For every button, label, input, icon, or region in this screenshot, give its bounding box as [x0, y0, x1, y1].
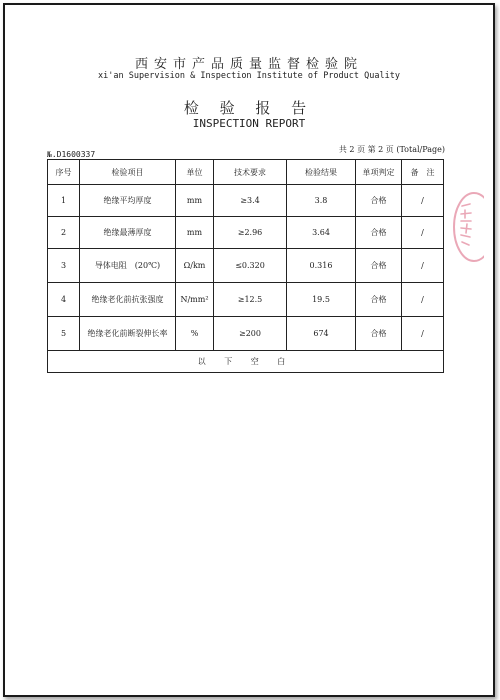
col-header-requirement: 技术要求	[214, 160, 287, 185]
report-number: №.D1600337	[47, 150, 96, 159]
cell-no: 4	[48, 283, 80, 317]
table-row	[48, 185, 444, 217]
cell-result: 19.5	[287, 283, 356, 317]
org-name-en: xi'an Supervision & Inspection Institute of Product Quality	[98, 71, 400, 81]
cell-verdict: 合格	[356, 317, 402, 351]
cell-requirement: ≥12.5	[214, 283, 287, 317]
cell-verdict: 合格	[356, 185, 402, 217]
table-row	[48, 317, 444, 351]
cell-item: 绝缘老化前抗张强度	[80, 283, 176, 317]
report-page	[3, 3, 495, 697]
cell-requirement: ≤0.320	[214, 249, 287, 283]
table-header-row	[48, 160, 444, 185]
report-title-en: INSPECTION REPORT	[192, 117, 306, 130]
cell-unit: N/mm²	[176, 283, 214, 317]
cell-remark: /	[402, 185, 444, 217]
cell-item: 导体电阻 (20℃)	[80, 249, 176, 283]
cell-result: 674	[287, 317, 356, 351]
report-title-cn: 检 验 报 告	[183, 99, 315, 117]
cell-unit: mm	[176, 185, 214, 217]
cell-unit: mm	[176, 217, 214, 249]
cell-unit: Ω/km	[176, 249, 214, 283]
col-header-result: 检验结果	[287, 160, 356, 185]
col-header-verdict: 单项判定	[356, 160, 402, 185]
col-header-no: 序号	[48, 160, 80, 185]
table-row	[48, 283, 444, 317]
cell-no: 5	[48, 317, 80, 351]
cell-remark: /	[402, 283, 444, 317]
cell-no: 2	[48, 217, 80, 249]
cell-item: 绝缘老化前断裂伸长率	[80, 317, 176, 351]
org-name-cn: 西安市产品质量监督检验院	[134, 57, 363, 72]
cell-requirement: ≥2.96	[214, 217, 287, 249]
cell-no: 3	[48, 249, 80, 283]
cell-item: 绝缘平均厚度	[80, 185, 176, 217]
col-header-remark: 备 注	[402, 160, 444, 185]
cell-remark: /	[402, 317, 444, 351]
cell-result: 3.64	[287, 217, 356, 249]
cell-verdict: 合格	[356, 283, 402, 317]
table-row	[48, 217, 444, 249]
cell-item: 绝缘最薄厚度	[80, 217, 176, 249]
table-row	[48, 249, 444, 283]
cell-remark: /	[402, 217, 444, 249]
cell-verdict: 合格	[356, 249, 402, 283]
cell-result: 0.316	[287, 249, 356, 283]
page-info: 共 2 页 第 2 页 (Total/Page)	[338, 145, 445, 154]
results-table	[47, 159, 444, 373]
inspection-seal-stamp	[450, 190, 484, 264]
cell-requirement: ≥200	[214, 317, 287, 351]
col-header-unit: 单位	[176, 160, 214, 185]
col-header-item: 检验项目	[80, 160, 176, 185]
cell-requirement: ≥3.4	[214, 185, 287, 217]
cell-verdict: 合格	[356, 217, 402, 249]
cell-no: 1	[48, 185, 80, 217]
cell-result: 3.8	[287, 185, 356, 217]
cell-unit: %	[176, 317, 214, 351]
cell-remark: /	[402, 249, 444, 283]
end-of-table-text: 以 下 空 白	[48, 351, 444, 373]
table-end-row	[48, 351, 444, 373]
